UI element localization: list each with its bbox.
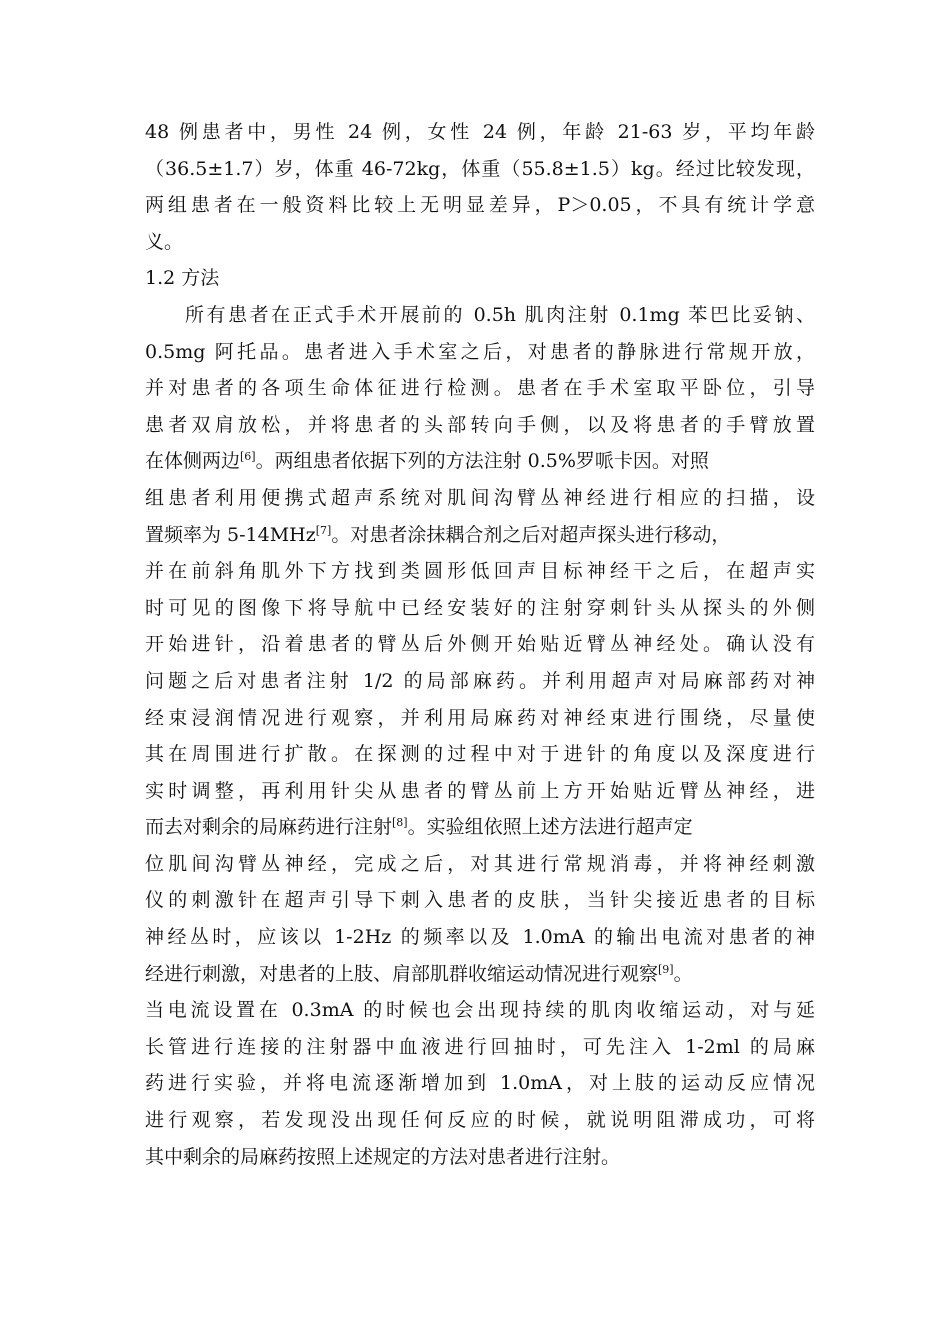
text-line: 问题之后对患者注射 1/2 的局部麻药。并利用超声对局麻部药对神 [145,669,815,692]
text-line: 其在周围进行扩散。在探测的过程中对于进针的角度以及深度进行 [145,743,815,766]
text-line: 药进行实验，并将电流逐渐增加到 1.0mA，对上肢的运动反应情况 [145,1072,815,1095]
text-line: 实时调整，再利用针尖从患者的臂丛前上方开始贴近臂丛神经，进 [145,779,815,802]
paragraph-patient-data [145,114,815,260]
text-line: 义。 [145,230,184,253]
text-segment: 经进行刺激，对患者的上肢、肩部肌群收缩运动情况进行观察 [145,962,659,985]
section-heading: 1.2 方法 [145,267,220,290]
text-segment: 。 [673,962,693,985]
citation: [9] [658,962,674,976]
text-segment: 而去对剩余的局麻药进行注射 [145,816,393,839]
text-line [145,809,815,846]
text-segment: 。实验组依照上述方法进行超声定 [407,816,693,839]
text-line: （36.5±1.7）岁，体重 46-72kg，体重（55.8±1.5）kg。经过比较发现， [145,157,815,180]
text-line [145,517,815,554]
text-line: 当电流设置在 0.3mA 的时候也会出现持续的肌肉收缩运动，对与延 [145,999,815,1022]
citation: [7] [315,523,332,537]
text-line: 时可见的图像下将导航中已经安装好的注射穿刺针头从探头的外侧 [145,596,815,619]
text-line [145,443,815,480]
text-line: 其中剩余的局麻药按照上述规定的方法对患者进行注射。 [145,1145,621,1168]
citation: [8] [392,816,408,830]
text-segment: 在体侧两边 [145,450,241,473]
text-line: 神经丛时，应该以 1-2Hz 的频率以及 1.0mA 的输出电流对患者的神 [145,926,815,949]
text-line: 开始进针，沿着患者的臂丛后外侧开始贴近臂丛神经处。确认没有 [145,633,815,656]
text-line: 48 例患者中，男性 24 例，女性 24 例，年龄 21-63 岁，平均年龄 [145,121,815,143]
text-segment: 。对患者涂抹耦合剂之后对超声探头进行移动， [331,523,731,546]
text-line: 进行观察，若发现没出现任何反应的时候，就说明阻滞成功，可将 [145,1109,815,1132]
document-body [145,114,815,1175]
text-segment: 置频率为 5-14MHz [145,523,316,546]
text-line: 长管进行连接的注射器中血液进行回抽时，可先注入 1-2ml 的局麻 [145,1035,815,1058]
text-line: 仪的刺激针在超声引导下刺入患者的皮肤，当针尖接近患者的目标 [145,889,815,912]
text-line: 经束浸润情况进行观察，并利用局麻药对神经束进行围绕，尽量使 [145,706,815,729]
text-line [145,956,815,993]
text-segment: 。两组患者依据下列的方法注射 0.5%罗哌卡因。对照 [255,450,709,473]
paragraph-methods [145,297,815,1175]
citation: [6] [240,450,256,464]
text-line: 并在前斜角肌外下方找到类圆形低回声目标神经干之后，在超声实 [145,560,815,583]
text-line: 患者双肩放松，并将患者的头部转向手侧，以及将患者的手臂放置 [145,413,815,436]
text-line: 两组患者在一般资料比较上无明显差异，P＞0.05，不具有统计学意 [145,194,815,217]
text-line: 所有患者在正式手术开展前的 0.5h 肌肉注射 0.1mg 苯巴比妥钠、 [185,303,815,326]
text-line: 组患者利用便携式超声系统对肌间沟臂丛神经进行相应的扫描，设 [145,486,815,509]
text-line: 并对患者的各项生命体征进行检测。患者在手术室取平卧位，引导 [145,377,815,400]
text-line: 位肌间沟臂丛神经，完成之后，对其进行常规消毒，并将神经刺激 [145,852,815,875]
text-line: 0.5mg 阿托品。患者进入手术室之后，对患者的静脉进行常规开放， [145,340,815,363]
